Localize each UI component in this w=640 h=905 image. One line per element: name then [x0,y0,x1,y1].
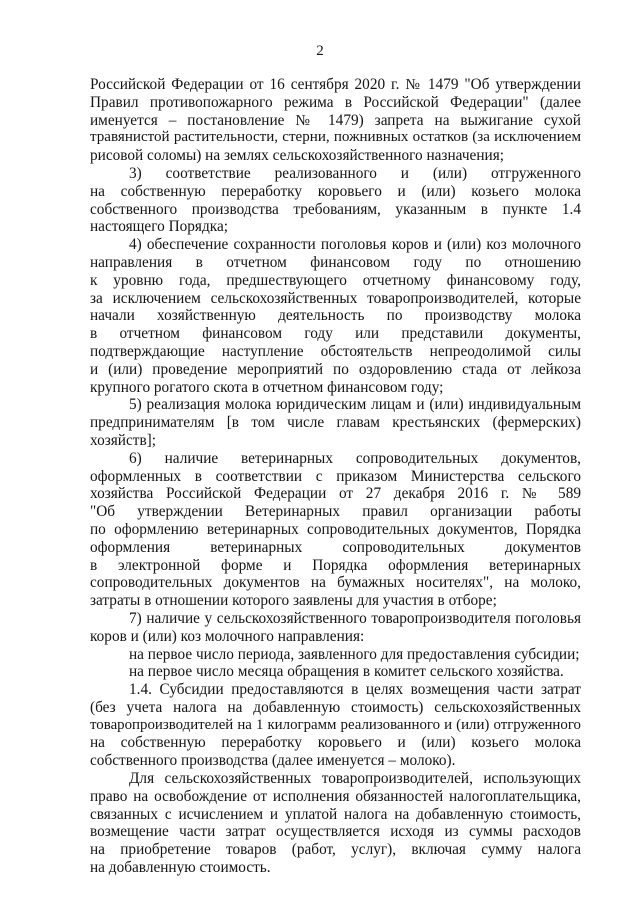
para-item-3 [90,165,581,236]
text-line: подтверждающие наступление обстоятельств непреодолимой силы [90,342,581,360]
text-line: оформленных в соответствии с приказом Министерства сельского [90,467,581,485]
text-line: 1.4. Субсидии предоставляются в целях возмещения части затрат [129,681,581,699]
text-line: рисовой соломы) на землях сельскохозяйственного назначения; [90,147,504,165]
para-vat-exemption [90,770,581,877]
text-line: 3) соответствие реализованного и (или) отгруженного [129,164,581,182]
text-line: настоящего Порядка; [90,218,228,236]
text-line: направления в отчетном финансовом году по отношению [90,253,581,271]
text-line: на собственную переработку коровьего и (или) козьего молока [90,182,581,200]
text-line: травянистой растительности, стерни, пожнивных остатков (за исключением [90,129,581,146]
text-line: в электронной форме и Порядка оформления ветеринарных [90,556,581,574]
para-item-4 [90,236,581,396]
text-line: право на освобождение от исполнения обязанностей налогоплательщика, [90,787,581,805]
text-line: 4) обеспечение сохранности поголовья коров и (или) коз молочного [129,236,581,254]
para-item-6 [90,450,581,610]
text-line: на первое число месяца обращения в комитет сельского хозяйства. [129,663,564,681]
text-line: начали хозяйственную деятельность по производству молока [90,307,581,325]
text-line: хозяйства Российской Федерации от 27 декабря 2016 г. № 589 [90,485,581,503]
text-line: на приобретение товаров (работ, услуг), включая сумму налога [90,841,581,859]
para-item-7-second-date [90,663,581,681]
para-item-7 [90,610,581,646]
text-line: Правил противопожарного режима в Российской Федерации" (далее [90,93,581,111]
text-line: (без учета налога на добавленную стоимость) сельскохозяйственных [90,698,581,716]
text-line: возмещение части затрат осуществляется исходя из суммы расходов [90,823,581,841]
text-line: оформления ветеринарных сопроводительных документов [90,538,581,556]
text-line: хозяйств]; [90,431,157,449]
para-section-1-4 [90,681,581,770]
text-line: крупного рогатого скота в отчетном финансовом году; [90,378,444,396]
text-line: предпринимателям [в том числе главам крестьянских (фермерских) [90,414,581,432]
document-body [90,76,581,877]
para-item-5 [90,396,581,449]
text-line: коров и (или) коз молочного направления: [90,627,365,645]
text-line: товаропроизводителей на 1 килограмм реализованного и (или) отгруженного [90,716,581,733]
text-line: связанных с исчислением и уплатой налога на добавленную стоимость, [90,805,581,823]
para-item-7-first-date [90,646,581,664]
text-line: собственного производства (далее именуется – молоко). [90,752,456,770]
text-line: за исключением сельскохозяйственных товаропроизводителей, которые [90,289,581,307]
text-line: Для сельскохозяйственных товаропроизводителей, использующих [129,770,581,788]
text-line: на первое число периода, заявленного для предоставления субсидии; [129,645,580,663]
text-line: именуется – постановление № 1479) запрета на выжигание сухой [90,111,581,129]
para-decree-continuation [90,76,581,165]
text-line: 6) наличие ветеринарных сопроводительных документов, [129,449,581,467]
text-line: 7) наличие у сельскохозяйственного товаропроизводителя поголовья [129,609,581,627]
text-line: Российской Федерации от 16 сентября 2020 г. № 1479 "Об утверждении [90,76,581,93]
text-line: на добавленную стоимость. [90,859,271,877]
text-line: 5) реализация молока юридическим лицам и (или) индивидуальным [129,396,581,414]
text-line: сопроводительных документов на бумажных носителях", на молоко, [90,574,581,592]
text-line: в отчетном финансовом году или представили документы, [90,325,581,343]
text-line: на собственную переработку коровьего и (или) козьего молока [90,734,581,752]
text-line: затраты в отношении которого заявлены для участия в отборе; [90,592,497,610]
text-line: собственного производства требованиям, указанным в пункте 1.4 [90,200,581,218]
text-line: к уровню года, предшествующего отчетному финансовому году, [90,271,581,289]
text-line: по оформлению ветеринарных сопроводительных документов, Порядка [90,520,581,538]
page-number: 2 [316,43,324,59]
text-line: и (или) проведение мероприятий по оздоровлению стада от лейкоза [90,360,581,378]
text-line: "Об утверждении Ветеринарных правил организации работы [90,503,581,521]
